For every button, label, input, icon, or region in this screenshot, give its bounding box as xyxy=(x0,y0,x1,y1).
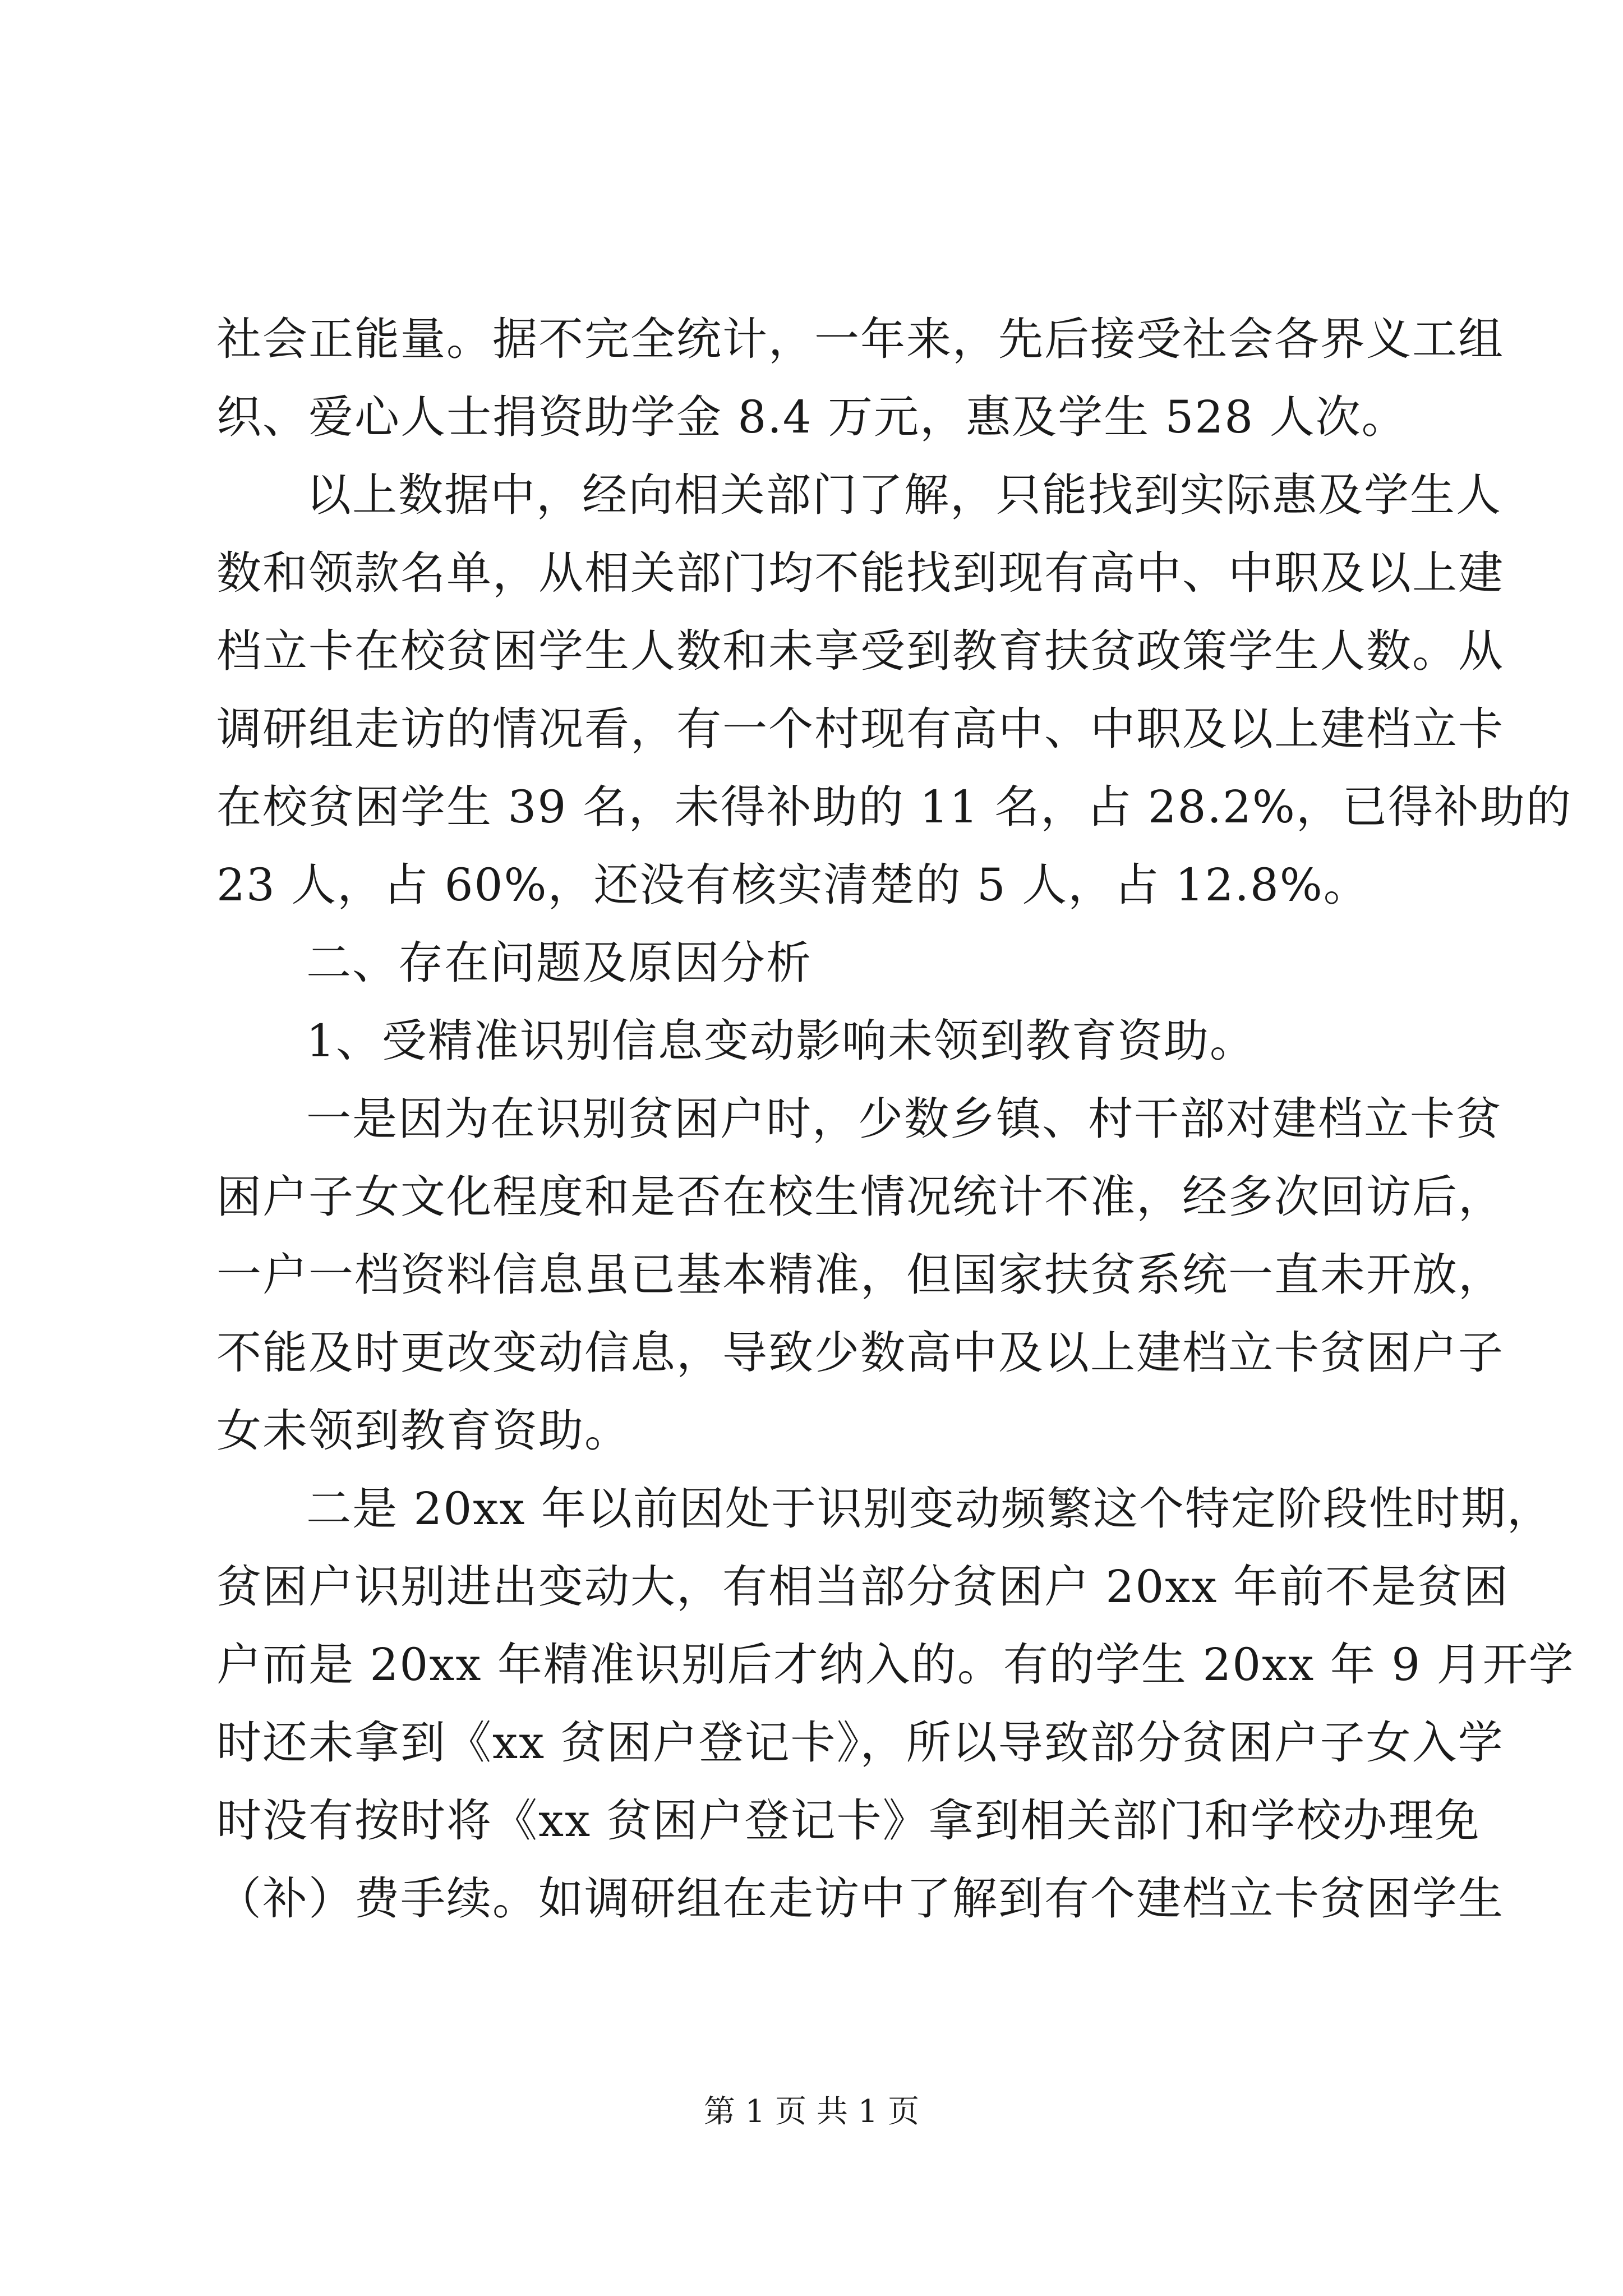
text-line: 在校贫困学生 39 名，未得补助的 11 名，占 28.2%，已得补助的 xyxy=(216,781,1572,833)
text-line: 不能及时更改变动信息，导致少数高中及以上建档立卡贫困户子 xyxy=(216,1327,1504,1379)
text-line: 档立卡在校贫困学生人数和未享受到教育扶贫政策学生人数。从 xyxy=(216,625,1504,677)
subsection-heading: 1、受精准识别信息变动影响未领到教育资助。 xyxy=(306,1015,1256,1067)
text-line: 一户一档资料信息虽已基本精准，但国家扶贫系统一直未开放， xyxy=(216,1249,1504,1301)
text-line: 女未领到教育资助。 xyxy=(216,1405,630,1457)
page-footer: 第 1 页 共 1 页 xyxy=(703,2093,920,2130)
paragraph-first-line: 二是 20xx 年以前因处于识别变动频繁这个特定阶段性时期， xyxy=(306,1483,1553,1535)
paragraph-first-line: 一是因为在识别贫困户时，少数乡镇、村干部对建档立卡贫 xyxy=(306,1093,1502,1145)
paragraph-first-line: 以上数据中，经向相关部门了解，只能找到实际惠及学生人 xyxy=(306,469,1502,521)
text-line: 困户子女文化程度和是否在校生情况统计不准，经多次回访后， xyxy=(216,1171,1504,1223)
text-line: 户而是 20xx 年精准识别后才纳入的。有的学生 20xx 年 9 月开学 xyxy=(216,1639,1575,1691)
text-line: 23 人，占 60%，还没有核实清楚的 5 人，占 12.8%。 xyxy=(216,859,1370,911)
text-line: 调研组走访的情况看，有一个村现有高中、中职及以上建档立卡 xyxy=(216,703,1504,755)
text-line: 数和领款名单，从相关部门均不能找到现有高中、中职及以上建 xyxy=(216,547,1504,599)
text-line: 织、爱心人士捐资助学金 8.4 万元，惠及学生 528 人次。 xyxy=(216,391,1408,443)
text-line: 社会正能量。据不完全统计，一年来，先后接受社会各界义工组 xyxy=(216,313,1504,365)
text-line: 贫困户识别进出变动大，有相当部分贫困户 20xx 年前不是贫困 xyxy=(216,1561,1509,1613)
section-heading: 二、存在问题及原因分析 xyxy=(306,937,812,989)
text-line: 时还未拿到《xx 贫困户登记卡》，所以导致部分贫困户子女入学 xyxy=(216,1717,1504,1769)
text-line: （补）费手续。如调研组在走访中了解到有个建档立卡贫困学生 xyxy=(216,1872,1504,1925)
text-line: 时没有按时将《xx 贫困户登记卡》拿到相关部门和学校办理免 xyxy=(216,1795,1481,1847)
